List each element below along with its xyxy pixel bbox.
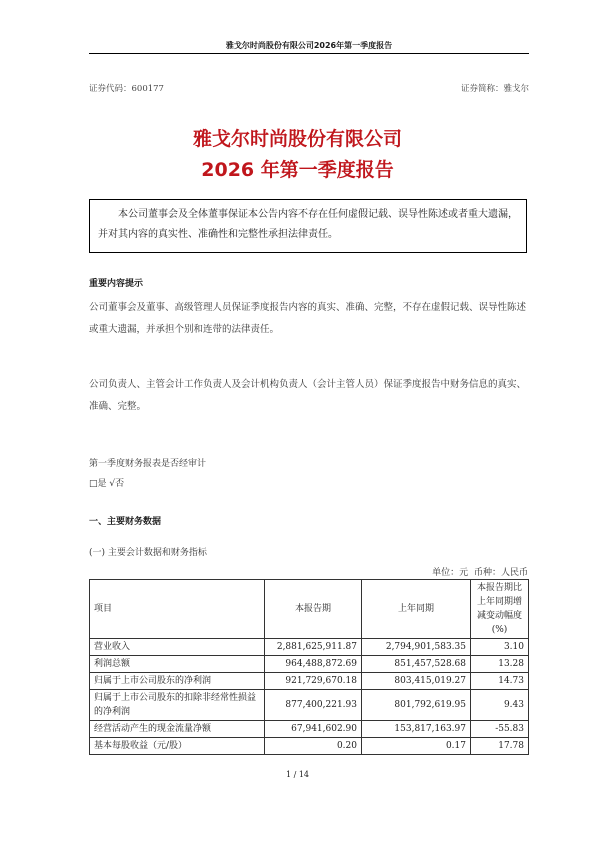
table-row [90, 673, 529, 690]
row-item: 归属于上市公司股东的扣除非经常性损益的净利润 [90, 690, 265, 721]
audit-question: 第一季度财务报表是否经审计 [89, 459, 207, 469]
row-prior: 801,792,619.95 [362, 690, 471, 721]
row-prior: 803,415,019.27 [362, 673, 471, 690]
stock-code: 证券代码：600177 [89, 84, 164, 94]
page-number: 1 / 14 [285, 770, 310, 779]
audit-answer: □是 √否 [89, 479, 125, 489]
row-item: 基本每股收益（元/股） [90, 738, 265, 755]
financial-table [89, 579, 529, 755]
row-prior: 0.17 [362, 738, 471, 755]
col-change: 本报告期比上年同期增减变动幅度(%) [471, 580, 529, 639]
running-header: 雅戈尔时尚股份有限公司2026年第一季度报告 [225, 41, 393, 50]
table-row [90, 721, 529, 738]
col-current: 本报告期 [265, 580, 362, 639]
row-current: 67,941,602.90 [265, 721, 362, 738]
important-heading: 重要内容提示 [89, 279, 144, 289]
row-change: 14.73 [471, 673, 529, 690]
row-current: 964,488,872.69 [265, 656, 362, 673]
row-current: 2,881,625,911.87 [265, 639, 362, 656]
table-row [90, 656, 529, 673]
row-prior: 2,794,901,583.35 [362, 639, 471, 656]
notice-box: 本公司董事会及全体董事保证本公告内容不存在任何虚假记载、误导性陈述或者重大遗漏，并对其内容的真实性、准确性和完整性承担法律责任。 [89, 199, 527, 253]
row-change: 3.10 [471, 639, 529, 656]
important-para-2: 公司负责人、主管会计工作负责人及会计机构负责人（会计主管人员）保证季度报告中财务信息的真实、准确、完整。 [89, 379, 527, 412]
row-change: 17.78 [471, 738, 529, 755]
table-row [90, 690, 529, 721]
row-prior: 851,457,528.68 [362, 656, 471, 673]
row-item: 归属于上市公司股东的净利润 [90, 673, 265, 690]
row-change: -55.83 [471, 721, 529, 738]
section-heading: 一、主要财务数据 [89, 517, 162, 527]
important-para-1: 公司董事会及董事、高级管理人员保证季度报告内容的真实、准确、完整，不存在虚假记载、误导性陈述或重大遗漏，并承担个别和连带的法律责任。 [89, 302, 527, 335]
header-rule [89, 53, 529, 54]
table-row [90, 738, 529, 755]
stock-short-name: 证券简称：雅戈尔 [460, 84, 529, 94]
row-item: 经营活动产生的现金流量净额 [90, 721, 265, 738]
row-current: 0.20 [265, 738, 362, 755]
row-change: 9.43 [471, 690, 529, 721]
row-item: 营业收入 [90, 639, 265, 656]
row-current: 877,400,221.93 [265, 690, 362, 721]
table-header-row [90, 580, 529, 639]
row-current: 921,729,670.18 [265, 673, 362, 690]
section-subheading: (一) 主要会计数据和财务指标 [89, 548, 207, 558]
report-title: 2026 年第一季度报告 [201, 159, 394, 181]
table-row [90, 639, 529, 656]
col-prior: 上年同期 [362, 580, 471, 639]
row-prior: 153,817,163.97 [362, 721, 471, 738]
company-title: 雅戈尔时尚股份有限公司 [192, 128, 402, 150]
unit-label: 单位：元 币种：人民币 [432, 568, 528, 578]
row-change: 13.28 [471, 656, 529, 673]
col-item: 项目 [90, 580, 265, 639]
row-item: 利润总额 [90, 656, 265, 673]
